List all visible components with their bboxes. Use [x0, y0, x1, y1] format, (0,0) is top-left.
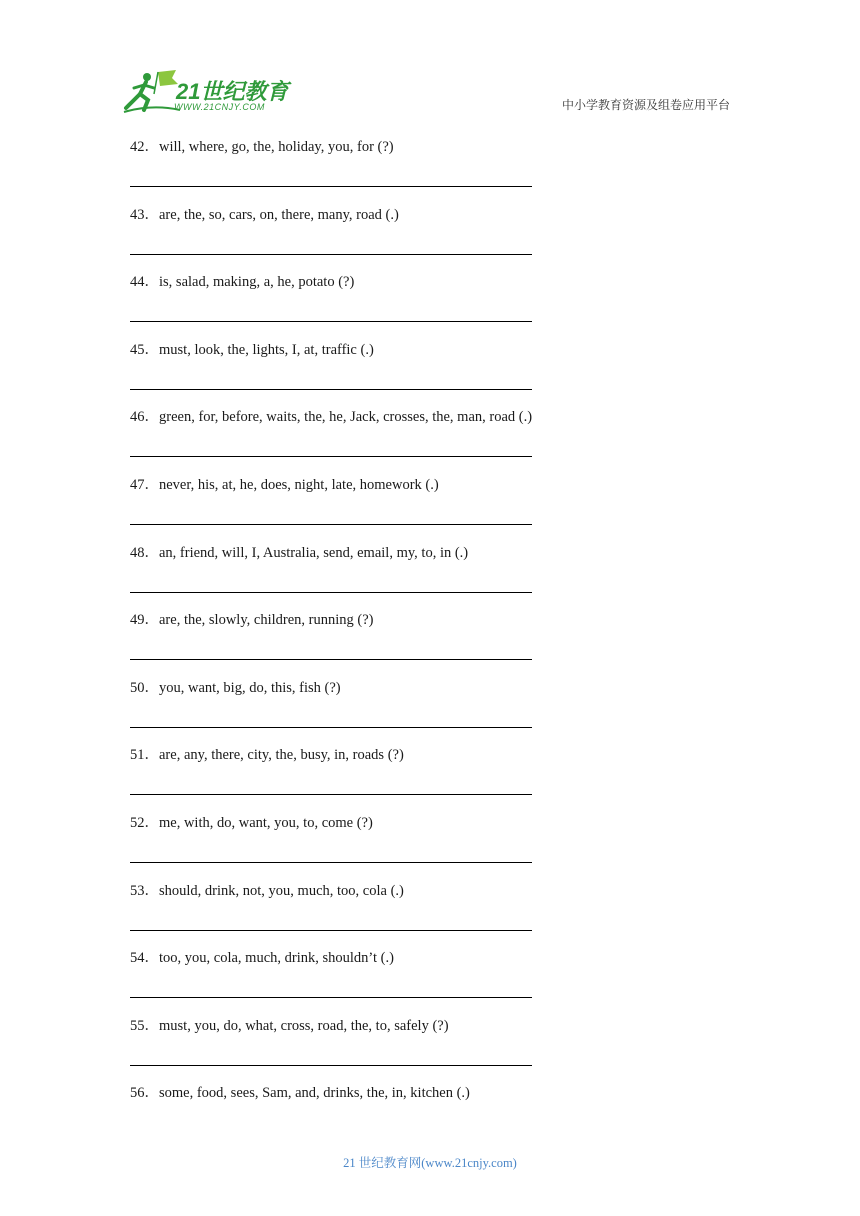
question-item [130, 948, 750, 1016]
question-words: an, friend, will, I, Australia, send, email, my, to, in (.) [159, 544, 469, 561]
question-number: 53． [130, 882, 159, 899]
answer-line[interactable] [130, 254, 532, 255]
answer-line[interactable] [130, 456, 532, 457]
question-number: 56． [130, 1085, 159, 1102]
question-item [130, 407, 750, 475]
question-words: will, where, go, the, holiday, you, for (?) [159, 139, 394, 155]
answer-line[interactable] [130, 186, 532, 187]
question-item [130, 881, 750, 949]
question-text [130, 948, 394, 968]
question-text [130, 272, 354, 292]
runner-logo-icon [122, 68, 182, 116]
answer-line[interactable] [130, 1065, 532, 1066]
question-item [130, 745, 750, 813]
question-list [130, 137, 750, 1151]
platform-tagline: 中小学教育资源及组卷应用平台 [561, 98, 730, 112]
question-words: must, look, the, lights, I, at, traffic (.) [159, 341, 374, 358]
question-text [130, 205, 399, 225]
answer-line[interactable] [130, 997, 532, 998]
question-text [130, 813, 373, 833]
question-item [130, 678, 750, 746]
question-item [130, 137, 750, 205]
question-text [130, 745, 404, 765]
question-number: 55． [130, 1017, 159, 1034]
answer-line[interactable] [130, 794, 532, 795]
page-header [0, 0, 860, 130]
answer-line[interactable] [130, 727, 532, 728]
question-number: 50． [130, 679, 159, 696]
question-words: should, drink, not, you, much, too, cola (.) [159, 882, 404, 899]
question-number: 54． [130, 950, 159, 967]
answer-line[interactable] [130, 592, 532, 593]
question-number: 45． [130, 341, 159, 358]
question-item [130, 1016, 750, 1084]
question-item [130, 340, 750, 408]
question-words: never, his, at, he, does, night, late, homework (.) [159, 476, 439, 493]
question-text [130, 1083, 470, 1103]
answer-line[interactable] [130, 659, 532, 660]
question-text [130, 340, 374, 360]
question-words: you, want, big, do, this, fish (?) [159, 679, 341, 696]
question-text [130, 1016, 449, 1036]
question-text [130, 678, 341, 698]
question-words: are, any, there, city, the, busy, in, roads (?) [159, 747, 404, 764]
logo-url: WWW.21CNJY.COM [174, 102, 265, 112]
question-item [130, 543, 750, 611]
question-words: are, the, slowly, children, running (?) [159, 612, 374, 629]
question-text [130, 881, 404, 901]
question-text [130, 543, 468, 563]
answer-line[interactable] [130, 862, 532, 863]
answer-line[interactable] [130, 321, 532, 322]
question-number: 47． [130, 476, 159, 493]
question-number: 48． [130, 544, 159, 561]
answer-line[interactable] [130, 930, 532, 931]
question-text [130, 407, 532, 427]
question-item [130, 272, 750, 340]
question-words: too, you, cola, much, drink, shouldn’t (.) [159, 950, 394, 967]
question-number: 42． [130, 139, 159, 155]
question-text [130, 610, 373, 630]
question-item [130, 205, 750, 273]
question-words: are, the, so, cars, on, there, many, road (.) [159, 206, 399, 223]
logo-text: 21世纪教育 [176, 79, 289, 104]
question-item [130, 813, 750, 881]
page-footer[interactable]: 21 世纪教育网(www.21cnjy.com) [343, 1156, 517, 1170]
question-item [130, 1083, 750, 1151]
question-text [130, 137, 394, 157]
question-number: 46． [130, 409, 159, 426]
question-number: 44． [130, 274, 159, 291]
question-words: is, salad, making, a, he, potato (?) [159, 274, 355, 291]
question-number: 43． [130, 206, 159, 223]
question-text [130, 475, 439, 495]
question-number: 49． [130, 612, 159, 629]
answer-line[interactable] [130, 524, 532, 525]
question-number: 51． [130, 747, 159, 764]
question-words: me, with, do, want, you, to, come (?) [159, 814, 373, 831]
question-item [130, 610, 750, 678]
question-words: green, for, before, waits, the, he, Jack, crosses, the, man, road (.) [159, 409, 533, 426]
question-words: some, food, sees, Sam, and, drinks, the, in, kitchen (.) [159, 1085, 470, 1102]
site-logo[interactable] [122, 68, 292, 116]
answer-line[interactable] [130, 389, 532, 390]
question-number: 52． [130, 814, 159, 831]
question-words: must, you, do, what, cross, road, the, to, safely (?) [159, 1017, 449, 1034]
question-item [130, 475, 750, 543]
